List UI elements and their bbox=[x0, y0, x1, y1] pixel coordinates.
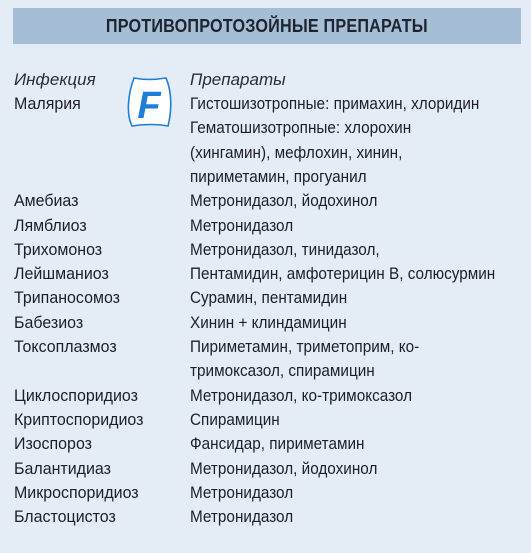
infection-name: Лямблиоз bbox=[14, 215, 87, 235]
infection-name: Токсоплазмоз bbox=[14, 337, 117, 356]
infection-name: Изоспороз bbox=[14, 434, 92, 454]
table-row bbox=[0, 384, 531, 408]
drug-line: тримоксазол, спирамицин bbox=[190, 361, 375, 381]
drug-line: Спирамицин bbox=[190, 409, 280, 429]
drug-line: Метронидазол bbox=[190, 507, 294, 527]
infection-name: Микроспоридиоз bbox=[14, 482, 139, 502]
drug-line: Метронидазол bbox=[190, 482, 294, 502]
drug-list bbox=[190, 92, 479, 189]
drug-line: Сурамин, пентамидин bbox=[190, 288, 348, 308]
drug-list bbox=[190, 408, 280, 432]
table-row bbox=[0, 481, 531, 505]
infection-name: Криптоспоридиоз bbox=[14, 409, 144, 429]
infection-name: Трипаносомоз bbox=[14, 288, 121, 308]
column-header-infection: Инфекция bbox=[14, 70, 96, 89]
drug-line: Метронидазол, тинидазол, bbox=[190, 239, 380, 259]
table-title: ПРОТИВОПРОТОЗОЙНЫЕ ПРЕПАРАТЫ bbox=[106, 15, 428, 36]
drug-line: пириметамин, прогуанил bbox=[190, 166, 367, 186]
infection-name: Балантидиаз bbox=[14, 458, 111, 478]
infection-name: Малярия bbox=[14, 94, 81, 113]
drug-line: Метронидазол, ко-тримоксазол bbox=[190, 385, 413, 405]
drug-line: Метронидазол, йодохинол bbox=[190, 458, 378, 478]
drug-list bbox=[190, 384, 412, 408]
drug-line: Метронидазол, йодохинол bbox=[190, 191, 378, 211]
infection-name: Бабезиоз bbox=[14, 312, 84, 332]
table-row bbox=[0, 505, 531, 529]
drug-line: Фансидар, пириметамин bbox=[190, 434, 365, 454]
table-row bbox=[0, 189, 531, 213]
logo-letter: F bbox=[137, 85, 161, 127]
drug-line: Хинин + клиндамицин bbox=[190, 312, 347, 332]
drug-list bbox=[190, 335, 419, 384]
infection-name: Лейшманиоз bbox=[14, 264, 109, 284]
infection-name: Бластоцистоз bbox=[14, 507, 116, 527]
drug-list bbox=[190, 432, 365, 456]
table-row bbox=[0, 432, 531, 456]
drug-list bbox=[190, 311, 347, 335]
infection-name: Трихомоноз bbox=[14, 239, 103, 259]
drug-line: Метронидазол bbox=[190, 215, 294, 235]
table-row bbox=[0, 457, 531, 481]
drug-line: Пириметамин, триметоприм, ко- bbox=[190, 337, 420, 356]
drug-line: Пентамидин, амфотерицин В, солюсурмин bbox=[190, 264, 496, 284]
drug-list bbox=[190, 481, 293, 505]
infection-name: Амебиаз bbox=[14, 191, 79, 211]
column-header-drugs: Препараты bbox=[190, 70, 286, 89]
drug-list bbox=[190, 457, 377, 481]
table-row bbox=[0, 286, 531, 310]
drug-list bbox=[190, 262, 495, 286]
drug-line: (хингамин), мефлохин, хинин, bbox=[190, 142, 403, 162]
table-row bbox=[0, 238, 531, 262]
infection-name: Циклоспоридиоз bbox=[14, 385, 138, 405]
table-row bbox=[0, 335, 531, 384]
drug-list bbox=[190, 214, 293, 238]
drug-list bbox=[190, 505, 293, 529]
drug-list bbox=[190, 238, 380, 262]
drug-line: Гематошизотропные: хлорохин bbox=[190, 118, 412, 138]
table-row bbox=[0, 262, 531, 286]
drug-list bbox=[190, 189, 377, 213]
table-row bbox=[0, 408, 531, 432]
drug-list bbox=[190, 286, 347, 310]
table-row bbox=[0, 214, 531, 238]
title-bar bbox=[13, 8, 521, 44]
table-row bbox=[0, 92, 531, 189]
table-row bbox=[0, 311, 531, 335]
drug-line: Гистошизотропные: примахин, хлоридин bbox=[190, 94, 480, 113]
